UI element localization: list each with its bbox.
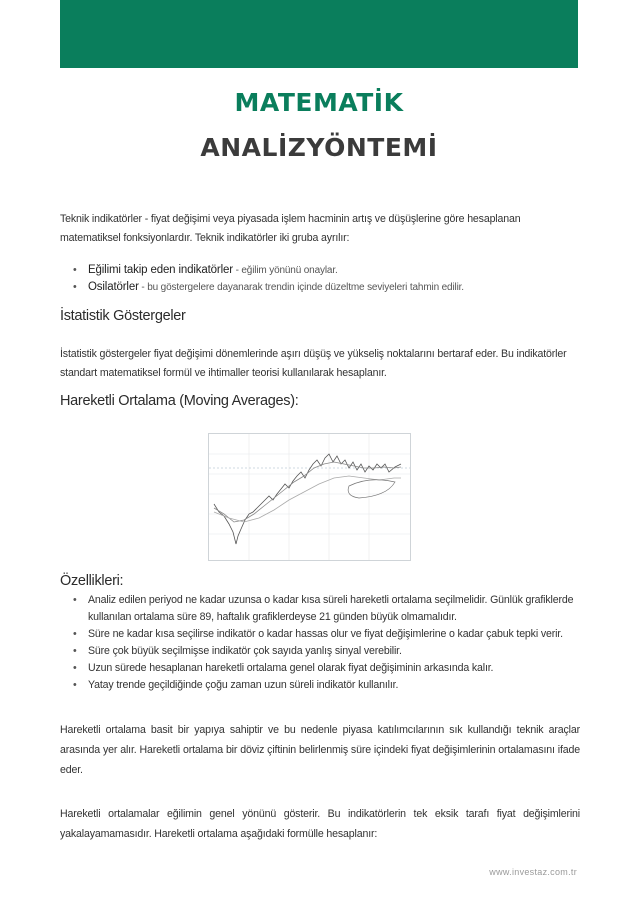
header-banner <box>60 0 578 68</box>
moving-average-paragraph: Hareketli ortalama basit bir yapıya sahiptir ve bu nedenle piyasa katılımcılarının sık kullandığı teknik araçlar arasında yer alır. Hareketli ortalama bir döviz çiftinin belirlenmiş süre içindeki fiyat değişimlerinin ortalamasını ifade eder. <box>60 724 580 776</box>
features-list <box>60 592 580 694</box>
group-desc: - bu göstergelere dayanarak trendin içinde düzeltme seviyeleri tahmin edilir. <box>138 282 464 293</box>
title-line-1: MATEMATİK <box>234 88 404 117</box>
list-item: • Uzun sürede hesaplanan hareketli ortalama genel olarak fiyat değişiminin arkasında kalır. <box>60 660 580 677</box>
list-item: • Analiz edilen periyod ne kadar uzunsa o kadar kısa süreli hareketli ortalama seçilmelidir. Günlük grafiklerde kullanılan ortalama süre 89, haftalık grafiklerdeyse 21 günden büyük olmamalıdır. <box>60 592 580 626</box>
list-item <box>60 279 580 296</box>
group-name: Osilatörler <box>88 281 139 293</box>
section-heading-features: Özellikleri: <box>60 573 124 589</box>
list-item: • Yatay trende geçildiğinde çoğu zaman uzun süreli indikatör kullanılır. <box>60 677 580 694</box>
chart-illustration <box>209 434 410 560</box>
list-item: • Süre ne kadar kısa seçilirse indikatör o kadar hassas olur ve fiyat değişimlerine o kadar çabuk tepki verir. <box>60 626 580 643</box>
title-line-2: ANALİZYÖNTEMİ <box>200 133 438 162</box>
indicator-groups-list <box>60 262 580 296</box>
moving-average-chart-image <box>208 433 411 561</box>
moving-average-formula-paragraph: Hareketli ortalamalar eğilimin genel yönünü gösterir. Bu indikatörlerin tek eksik tarafı fiyat değişimlerini yakalayamamasıdır. Hareketli ortalama aşağıdaki formülle hesaplanır: <box>60 808 580 840</box>
list-item <box>60 262 580 279</box>
section-heading-moving-averages: Hareketli Ortalama (Moving Averages): <box>60 393 299 409</box>
footer-website-url: www.investaz.com.tr <box>489 867 577 877</box>
group-desc: - eğilim yönünü onaylar. <box>232 265 338 276</box>
list-item: • Süre çok büyük seçilmişse indikatör çok sayıda yanlış sinyal verebilir. <box>60 643 580 660</box>
intro-paragraph: Teknik indikatörler - fiyat değişimi veya piyasada işlem hacminin artış ve düşüşlerine göre hesaplanan matematiksel fonksiyonlardır. Teknik indikatörler iki gruba ayrılır: <box>60 213 521 244</box>
section-heading-statistics: İstatistik Göstergeler <box>60 308 186 324</box>
statistics-paragraph: İstatistik göstergeler fiyat değişimi dönemlerinde aşırı düşüş ve yükseliş noktalarını bertaraf eder. Bu indikatörler standart matematiksel formül ve ihtimaller teorisi kullanılarak hesaplanır. <box>60 348 567 379</box>
group-name: Eğilimi takip eden indikatörler <box>88 264 233 276</box>
